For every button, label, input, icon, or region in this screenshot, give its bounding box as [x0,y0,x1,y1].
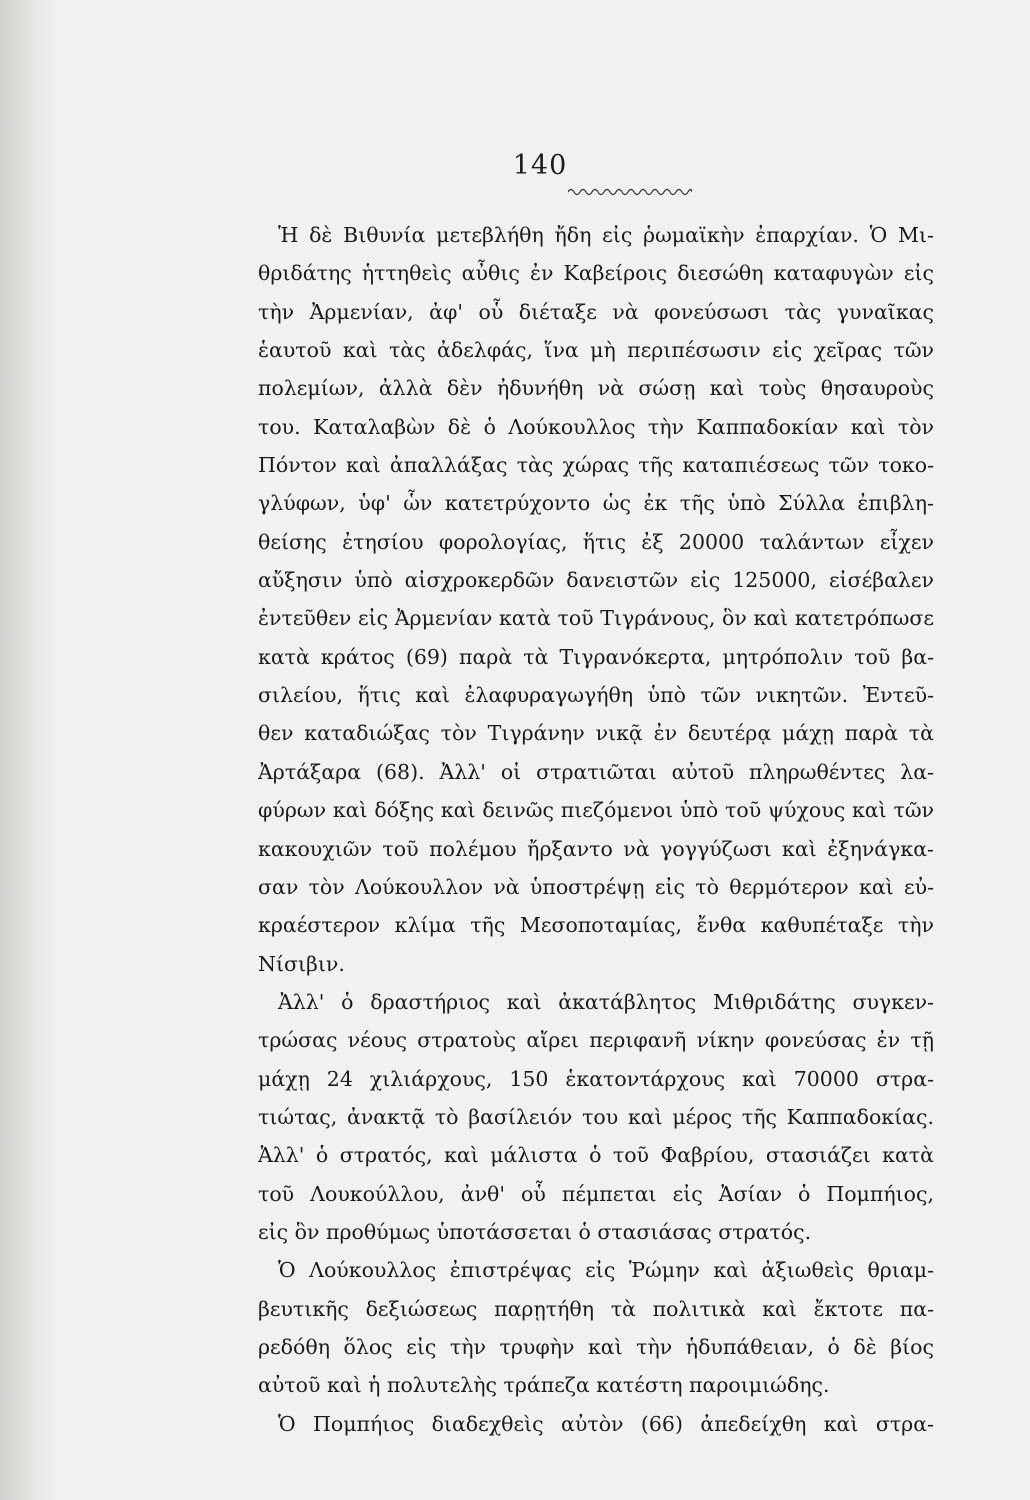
wavy-rule-ornament [568,186,692,198]
body-text [258,216,934,1443]
text-line: θεν καταδιώξας τὸν Τιγράνην νικᾷ ἐν δευτέρᾳ μάχῃ παρὰ τὰ [258,721,934,746]
text-line: σαν τὸν Λούκουλλον νὰ ὑποστρέψῃ εἰς τὸ θερμότερον καὶ εὐ- [258,874,934,899]
text-line: τρώσας νέους στρατοὺς αἴρει περιφανῆ νίκην φονεύσας ἐν τῇ [258,1028,934,1053]
text-line: ρεδόθη ὅλος εἰς τὴν τρυφὴν καὶ τὴν ἡδυπάθειαν, ὁ δὲ βίος [258,1334,934,1359]
text-line: βευτικῆς δεξιώσεως παρῃτήθη τὰ πολιτικὰ καὶ ἔκτοτε πα- [258,1296,934,1321]
page-gutter-shadow [0,0,58,1500]
text-line: του. Καταλαβὼν δὲ ὁ Λούκουλλος τὴν Καππαδοκίαν καὶ τὸν [258,414,934,439]
text-line: Νίσιβιν. [258,951,345,976]
text-line: ἑαυτοῦ καὶ τὰς ἀδελφάς, ἵνα μὴ περιπέσωσιν εἰς χεῖρας τῶν [258,338,934,363]
text-line: θριδάτης ἡττηθεὶς αὖθις ἐν Καβείροις διεσώθη καταφυγὼν εἰς [258,261,934,286]
text-line: μάχῃ 24 χιλιάρχους, 150 ἑκατοντάρχους καὶ 70000 στρα- [258,1066,934,1091]
text-line: τὴν Ἀρμενίαν, ἀφ' οὗ διέταξε νὰ φονεύσωσι τὰς γυναῖκας [258,299,934,324]
text-line: Ὁ Πομπήιος διαδεχθεὶς αὐτὸν (66) ἀπεδείχθη καὶ στρα- [278,1411,934,1436]
text-line: τιώτας, ἀνακτᾷ τὸ βασίλειόν του καὶ μέρος τῆς Καππαδοκίας. [258,1104,934,1129]
text-line: Ἀλλ' ὁ στρατός, καὶ μάλιστα ὁ τοῦ Φαβρίου, στασιάζει κατὰ [258,1143,934,1168]
text-line: πολεμίων, ἀλλὰ δὲν ἠδυνήθη νὰ σώσῃ καὶ τοὺς θησαυροὺς [258,376,934,401]
text-line: τοῦ Λουκούλλου, ἀνθ' οὗ πέμπεται εἰς Ἀσίαν ὁ Πομπήιος, [258,1181,934,1206]
text-line: γλύφων, ὑφ' ὧν κατετρύχοντο ὡς ἐκ τῆς ὑπὸ Σύλλα ἐπιβλη- [258,491,934,516]
text-line: φύρων καὶ δόξης καὶ δεινῶς πιεζόμενοι ὑπὸ τοῦ ψύχους καὶ τῶν [258,798,934,823]
text-line: Ἀρτάξαρα (68). Ἀλλ' οἱ στρατιῶται αὐτοῦ πληρωθέντες λα- [258,759,934,784]
text-line: κραέστερον κλίμα τῆς Μεσοποταμίας, ἔνθα καθυπέταξε τὴν [258,913,934,938]
text-line: Ἀλλ' ὁ δραστήριος καὶ ἀκατάβλητος Μιθριδάτης συγκεν- [278,989,934,1014]
text-line: θείσης ἐτησίου φορολογίας, ἥτις ἐξ 20000 ταλάντων εἶχεν [258,529,934,554]
text-line: αὔξησιν ὑπὸ αἰσχροκερδῶν δανειστῶν εἰς 125000, εἰσέβαλεν [258,568,934,593]
text-line: Ἡ δὲ Βιθυνία μετεβλήθη ἤδη εἰς ῥωμαϊκὴν ἐπαρχίαν. Ὁ Μι- [278,223,934,247]
text-line: σιλείου, ἥτις καὶ ἐλαφυραγωγήθη ὑπὸ τῶν νικητῶν. Ἐντεῦ- [258,683,934,708]
text-line: κατὰ κράτος (69) παρὰ τὰ Τιγρανόκερτα, μητρόπολιν τοῦ βα- [258,644,934,669]
text-line: Πόντον καὶ ἀπαλλάξας τὰς χώρας τῆς καταπιέσεως τῶν τοκο- [258,453,934,478]
text-line: Ὁ Λούκουλλος ἐπιστρέψας εἰς Ῥώμην καὶ ἀξιωθεὶς θριαμ- [278,1258,934,1283]
text-line: αὐτοῦ καὶ ἡ πολυτελὴς τράπεζα κατέστη παροιμιώδης. [258,1373,830,1398]
text-line: κακουχιῶν τοῦ πολέμου ἤρξαντο νὰ γογγύζωσι καὶ ἐξηνάγκα- [258,836,934,861]
text-line: εἰς ὃν προθύμως ὑποτάσσεται ὁ στασιάσας στρατός. [258,1219,812,1244]
page-number: 140 [512,150,568,181]
text-line: ἐντεῦθεν εἰς Ἀρμενίαν κατὰ τοῦ Τιγράνους, ὃν καὶ κατετρόπωσε [258,606,934,631]
